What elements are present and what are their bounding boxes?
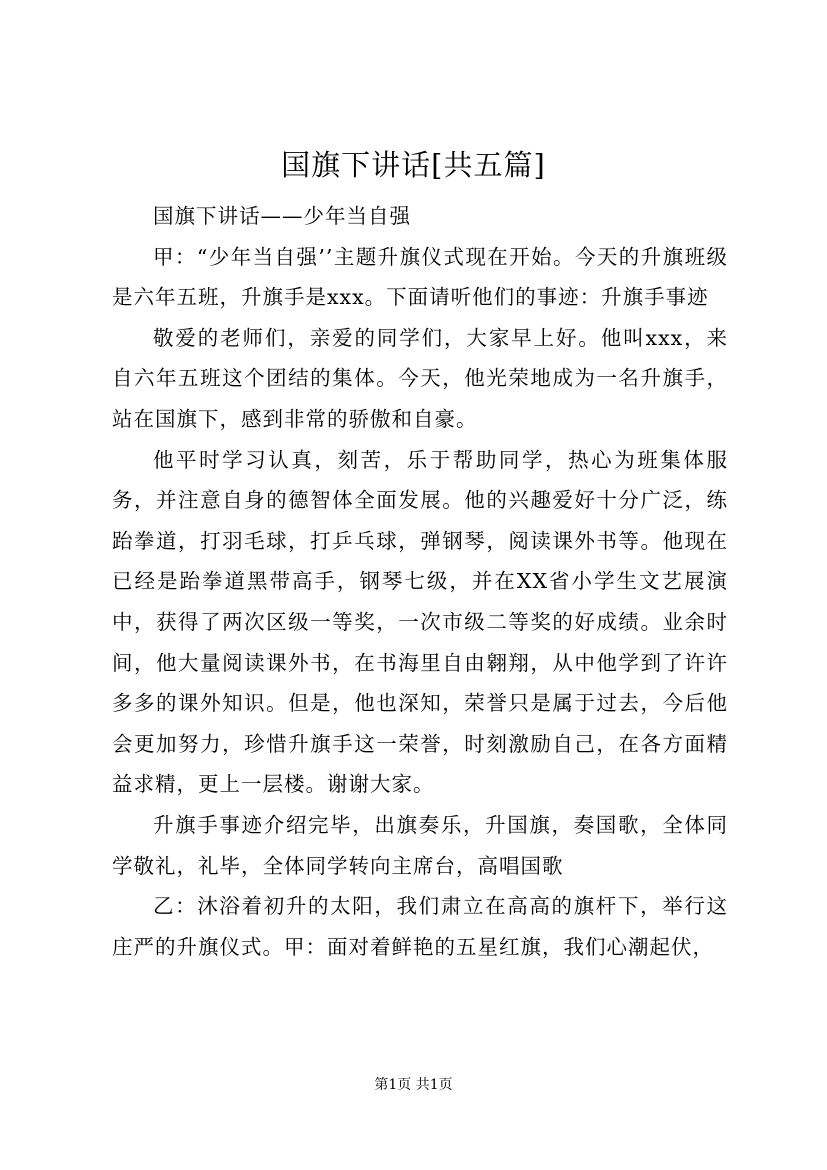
paragraph: 甲：“少年当自强’’主题升旗仪式现在开始。今天的升旗班级是六年五班，升旗手是xxx。下面请听他们的事迹：升旗手事迹 <box>112 244 728 310</box>
paragraph: 他平时学习认真，刻苦，乐于帮助同学，热心为班集体服务，并注意自身的德智体全面发展。他的兴趣爱好十分广泛，练跆拳道，打羽毛球，打乒乓球，弹钢琴，阅读课外书等。他现在已经是跆拳道黑带高手，钢琴七级，并在XX省小学生文艺展演中，获得了两次区级一等奖，一次市级二等奖的好成绩。业余时间，他大量阅读课外书，在书海里自由翱翔，从中他学到了许许多多的课外知识。但是，他也深知，荣誉只是属于过去，今后他会更加努力，珍惜升旗手这一荣誉，时刻激励自己，在各方面精益求精，更上一层楼。谢谢大家。 <box>112 447 728 797</box>
document-body <box>112 196 728 967</box>
paragraph-subtitle: 国旗下讲话——少年当自强 <box>153 204 411 228</box>
page-footer: 第1页 共1页 <box>374 1077 453 1093</box>
paragraph: 乙：沐浴着初升的太阳，我们肃立在高高的旗杆下，举行这庄严的升旗仪式。甲：面对着鲜艳的五星红旗，我们心潮起伏， <box>112 894 728 959</box>
paragraph: 敬爱的老师们，亲爱的同学们，大家早上好。他叫xxx，来自六年五班这个团结的集体。今天，他光荣地成为一名升旗手，站在国旗下，感到非常的骄傲和自豪。 <box>112 325 728 431</box>
paragraph: 升旗手事迹介绍完毕，出旗奏乐，升国旗，奏国歌，全体同学敬礼，礼毕，全体同学转向主席台，高唱国歌 <box>112 812 728 878</box>
document-title: 国旗下讲话[共五篇] <box>281 148 546 182</box>
